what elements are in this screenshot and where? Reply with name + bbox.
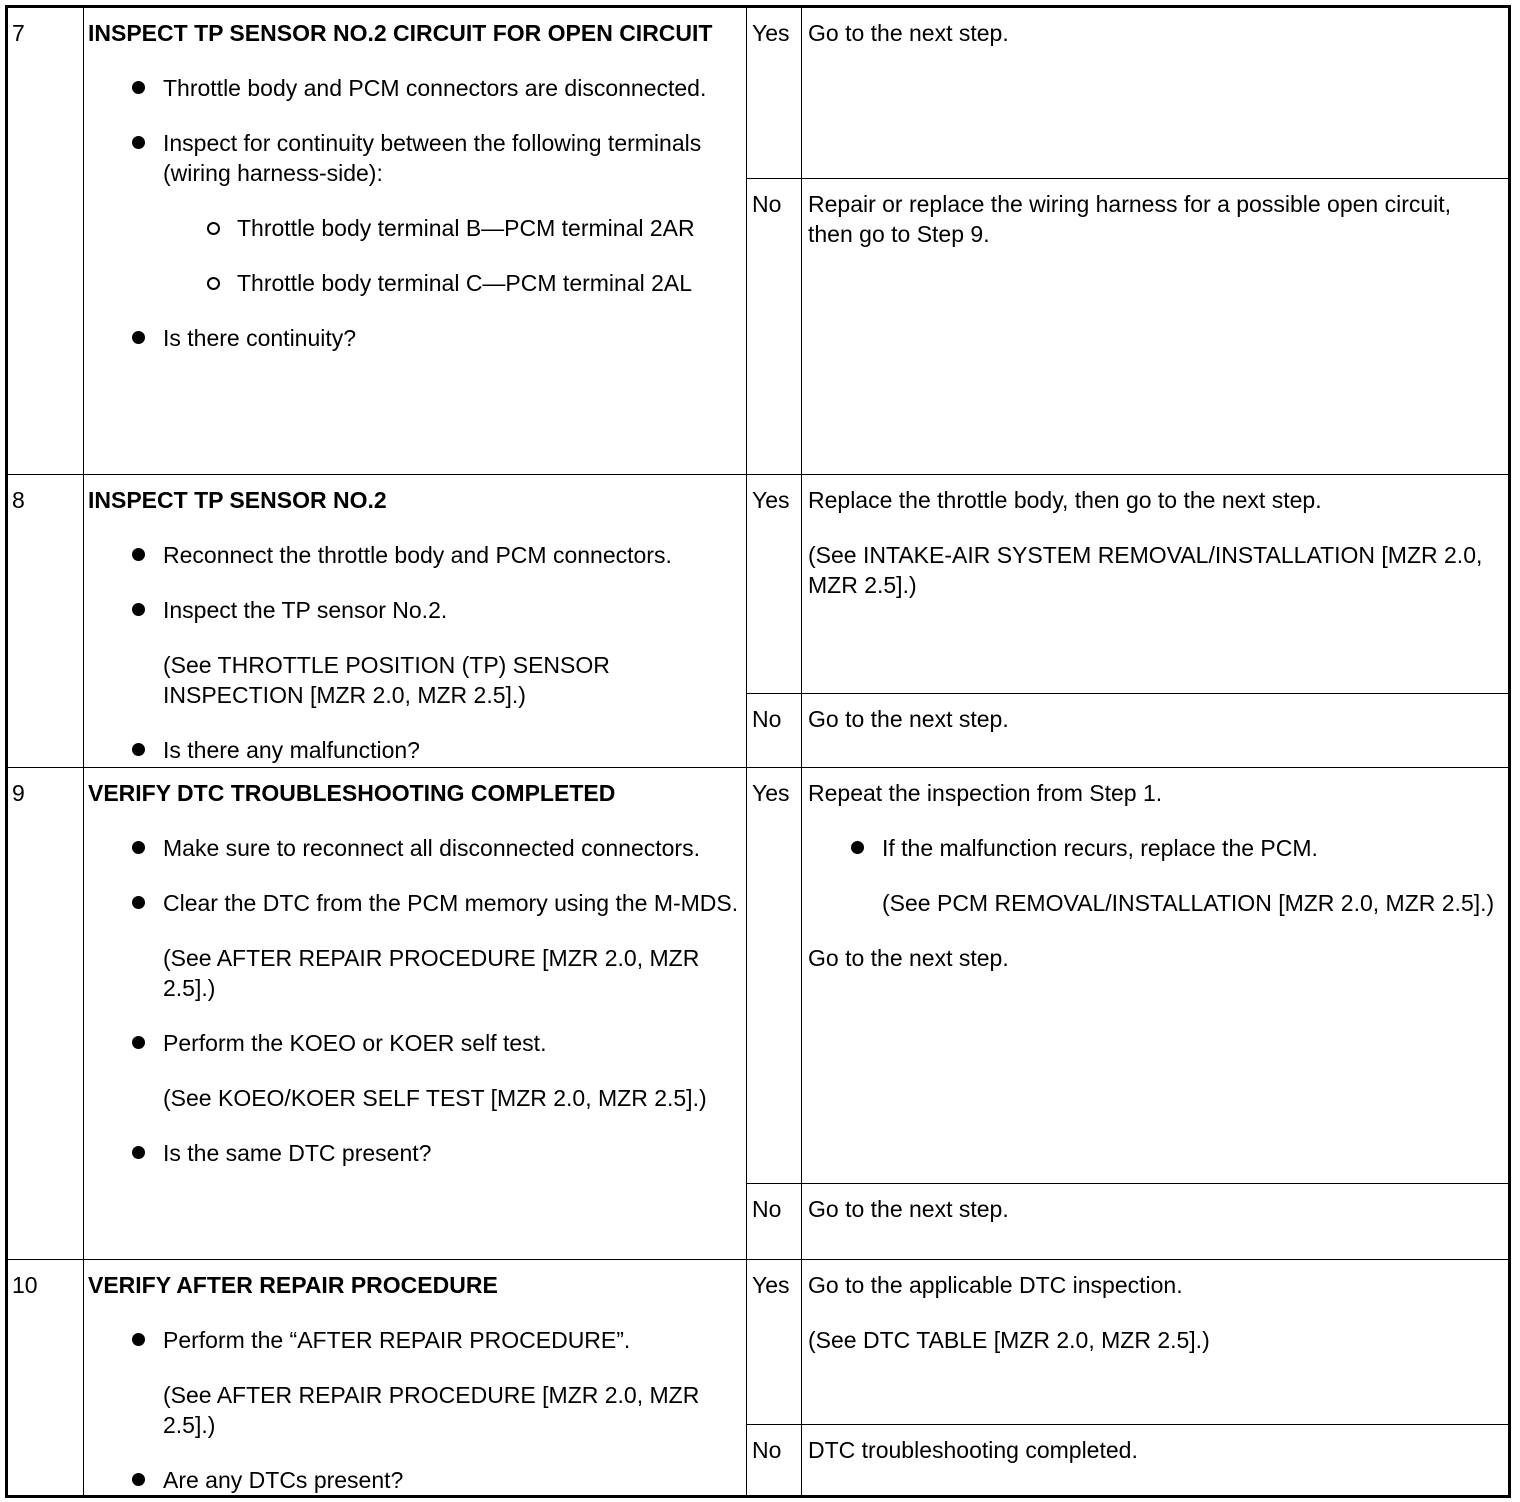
bullet-item: Reconnect the throttle body and PCM connectors. <box>88 540 742 570</box>
step-number: 7 <box>7 7 84 475</box>
action-text: Go to the next step. <box>808 20 1009 46</box>
yes-action <box>802 7 1510 179</box>
yes-label: Yes <box>747 1260 802 1425</box>
step-content <box>84 768 747 1260</box>
step-number: 8 <box>7 475 84 768</box>
bullet-item: Clear the DTC from the PCM memory using the M-MDS. <box>88 888 742 918</box>
question-item: Is there continuity? <box>88 323 742 353</box>
action-text: Repair or replace the wiring harness for a possible open circuit, then go to Step 9. <box>808 191 1452 247</box>
no-action <box>802 1424 1510 1496</box>
step-title: VERIFY DTC TROUBLESHOOTING COMPLETED <box>88 780 616 806</box>
action-text: Go to the applicable DTC inspection. <box>808 1272 1183 1298</box>
action-text: Replace the throttle body, then go to the next step. <box>808 487 1322 513</box>
yes-action <box>802 475 1510 694</box>
no-label: No <box>747 179 802 475</box>
reference-note: (See KOEO/KOER SELF TEST [MZR 2.0, MZR 2.5].) <box>163 1085 707 1111</box>
yes-label: Yes <box>747 475 802 694</box>
step-row-9 <box>7 768 1510 1184</box>
yes-label: Yes <box>747 7 802 179</box>
sub-bullet-item: Throttle body terminal B—PCM terminal 2AR <box>88 213 742 243</box>
step-number: 10 <box>7 1260 84 1497</box>
bullet-item: If the malfunction recurs, replace the PCM. <box>808 833 1502 863</box>
step-content <box>84 475 747 768</box>
question-item: Are any DTCs present? <box>88 1465 742 1495</box>
no-label: No <box>747 1424 802 1496</box>
action-text: Repeat the inspection from Step 1. <box>808 780 1163 806</box>
yes-label: Yes <box>747 768 802 1184</box>
bullet-item: Throttle body and PCM connectors are disconnected. <box>88 73 742 103</box>
step-number: 9 <box>7 768 84 1260</box>
step-row-10 <box>7 1260 1510 1425</box>
sub-bullet-item: Throttle body terminal C—PCM terminal 2AL <box>88 268 742 298</box>
action-text: Go to the next step. <box>808 706 1009 732</box>
bullet-item: Make sure to reconnect all disconnected connectors. <box>88 833 742 863</box>
step-title: INSPECT TP SENSOR NO.2 <box>88 487 387 513</box>
yes-action <box>802 768 1510 1184</box>
action-text: DTC troubleshooting completed. <box>808 1436 1138 1463</box>
question-item: Is there any malfunction? <box>88 735 742 765</box>
question-item: Is the same DTC present? <box>88 1138 742 1168</box>
diagnostic-procedure-table <box>5 5 1511 1498</box>
yes-action <box>802 1260 1510 1425</box>
action-text: Go to the next step. <box>808 945 1009 971</box>
step-content <box>84 1260 747 1497</box>
no-action <box>802 694 1510 768</box>
step-title: INSPECT TP SENSOR NO.2 CIRCUIT FOR OPEN CIRCUIT <box>88 20 713 46</box>
bullet-item: Inspect the TP sensor No.2. <box>88 595 742 625</box>
action-text: Go to the next step. <box>808 1196 1009 1222</box>
reference-note: (See DTC TABLE [MZR 2.0, MZR 2.5].) <box>808 1327 1210 1353</box>
reference-note: (See AFTER REPAIR PROCEDURE [MZR 2.0, MZR 2.5].) <box>163 1382 700 1438</box>
reference-note: (See INTAKE-AIR SYSTEM REMOVAL/INSTALLATION [MZR 2.0, MZR 2.5].) <box>808 542 1483 598</box>
step-row-7 <box>7 7 1510 179</box>
step-content <box>84 7 747 475</box>
reference-note: (See THROTTLE POSITION (TP) SENSOR INSPECTION [MZR 2.0, MZR 2.5].) <box>163 652 610 708</box>
bullet-item: Inspect for continuity between the following terminals (wiring harness-side): <box>88 128 742 188</box>
no-label: No <box>747 1184 802 1260</box>
bullet-item: Perform the “AFTER REPAIR PROCEDURE”. <box>88 1325 742 1355</box>
reference-note: (See AFTER REPAIR PROCEDURE [MZR 2.0, MZR 2.5].) <box>163 945 700 1001</box>
step-title: VERIFY AFTER REPAIR PROCEDURE <box>88 1272 498 1298</box>
no-action <box>802 1184 1510 1260</box>
no-action <box>802 179 1510 475</box>
no-label: No <box>747 694 802 768</box>
reference-note: (See PCM REMOVAL/INSTALLATION [MZR 2.0, MZR 2.5].) <box>882 890 1495 916</box>
step-row-8 <box>7 475 1510 694</box>
bullet-item: Perform the KOEO or KOER self test. <box>88 1028 742 1058</box>
